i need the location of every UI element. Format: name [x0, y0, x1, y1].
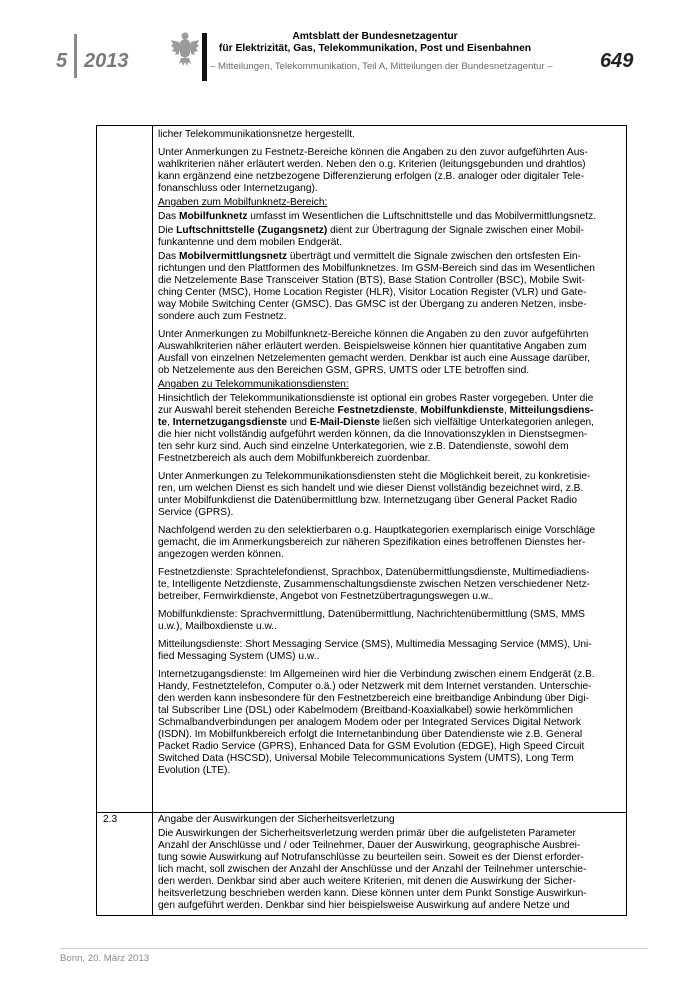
footer-date: Bonn, 20. März 2013 [60, 953, 150, 964]
header-bar [202, 33, 207, 81]
paragraph [158, 251, 623, 323]
text: , [503, 405, 510, 416]
text: und [287, 417, 310, 428]
paragraph: Unter Anmerkungen zu Mobilfunknetz-Bereiche können die Angaben zu den zuvor aufgeführten Auswahlkriterien näher erläutert werden. Beispielsweise können hier quantitative Angaben zum Ausfall von einzelnen Netzelementen gemacht werden. Denkbar ist auch eine Aussage darüber, ob Netzelemente aus den Bereichen GSM, GPRS, UMTS oder LTE betroffen sind. [158, 329, 591, 376]
term: Festnetzdienste [337, 405, 415, 416]
page-number: 649 [600, 50, 634, 72]
subheading-mobile: Angaben zum Mobilfunknetz-Bereich: [158, 197, 328, 208]
term: Internetzugangsdienste [172, 417, 288, 428]
text: Hinsichtlich der Telekommunikationsdienste ist optional ein grobes Raster vorgegeben. Unter die zur Auswahl bereit stehenden Bereiche [158, 393, 594, 416]
term: E-Mail-Dienste [309, 417, 380, 428]
text: umfasst im Wesentlichen die Luftschnittstelle und das Mobilvermittlungsnetz. [247, 211, 597, 222]
section-number: 2.3 [103, 814, 118, 825]
header-divider [74, 34, 77, 78]
paragraph: Unter Anmerkungen zu Festnetz-Bereiche können die Angaben zu den zuvor aufgeführten Aus- wahlkriterien näher erläutert werden. Neben den o.g. Kriterien (leitungsgebunden und drahtlos) kann ergänzend eine netzbezogene Differenzierung erfolgen (z.B. analoger oder digitaler Tele- fonanschluss oder Internetzugang). [158, 147, 588, 194]
text: überträgt und vermittelt die Signale zwischen den ortsfesten Ein- richtungen und den Plattformen des Mobilfunknetzes. Im GSM-Bereich sind das im Wesentlichen die Netzelemente Base Transceiver Station (BTS), Base Station Controller (BSC), Mobile Swit- ching Center (MSC), Home Location Register (HLR), Visitor Location Register (VLR) und Gate- way Mobile Switching Center (GMSC). Das GMSC ist der Übergang zu anderen Netzen, insbe- sondere auch zum Festnetz. [158, 251, 595, 322]
paragraph [158, 393, 623, 465]
text: Das [158, 211, 179, 222]
term: Mobilfunknetz [178, 211, 248, 222]
term: Mobilfunkdienste [420, 405, 504, 416]
title-line-1: Amtsblatt der Bundesnetzagentur [292, 31, 458, 42]
text: Die [158, 225, 177, 236]
paragraph [158, 225, 623, 249]
paragraph [158, 211, 623, 223]
section-cell-text [158, 814, 623, 914]
paragraph: Mobilfunkdienste: Sprachvermittlung, Datenübermittlung, Nachrichtenübermittlung (SMS, MMS u.w.), Mailboxdienste u.w.. [158, 609, 585, 632]
paragraph: licher Telekommunikationsnetze hergestellt. [158, 129, 355, 140]
table-row-divider [96, 812, 627, 813]
table-column-divider [152, 125, 153, 916]
section-paragraph: Die Auswirkungen der Sicherheitsverletzung werden primär über die aufgelisteten Parameter Anzahl der Anschlüsse und / oder Teilnehmer, Dauer der Auswirkung, geographische Ausbrei- tung sowie Auswirkung auf Notrufanschlüsse zu beurteilen sein. Soweit es der Dienst erforder- lich macht, soll zwischen der Anzahl der Anschlüsse und der Anzahl der Teilnehmer unterschie- den werden. Denkbar sind aber auch weitere Kriterien, mit denen die Auswirkung der Sicher- heitsverletzung beschrieben werden kann. Diese können unter dem Punkt Sonstige Auswirkun- gen aufgeführt werden. Denkbar sind hier beispielsweise Auswirkung auf andere Netze und [158, 828, 587, 911]
term: Mobilvermittlungsnetz [178, 251, 288, 262]
paragraph: Festnetzdienste: Sprachtelefondienst, Sprachbox, Datenübermittlungsdienste, Multimediadiens- te, Intelligente Netzdienste, Zusammenschaltungsdienste zwischen Netzen verschiedener Netz- betreiber, Fernwirkdienste, Angebot von Festnetzübertragungswegen u.w.. [158, 567, 591, 602]
text: Das [158, 251, 179, 262]
title-line-2: für Elektrizität, Gas, Telekommunikation, Post und Eisenbahnen [218, 43, 532, 54]
issue-number: 5 [56, 50, 68, 72]
paragraph: Internetzugangsdienste: Im Allgemeinen wird hier die Verbindung zwischen einem Endgerät (z.B. Handy, Festnetztelefon, Computer o.ä.) oder Netzwerk mit dem Internet verstanden. Unterschie- den werden kann insbesondere für den Festnetzbereich eine breitbandige Anbindung über Digi- tal Subscriber Line (DSL) oder Kabelmodem (Breitband-Koaxialkabel) sowie herkömmlichen Schmalbandverbindungen per analogem Modem oder per Integrated Services Digital Network (ISDN). Im Mobilfunkbereich erfolgt die Internetanbindung über Datendienste wie z.B. General Packet Radio Service (GPRS), Enhanced Data for GSM Evolution (EDGE), High Speed Circuit Switched Data (HSCSD), Universal Mobile Telecommunications System (UMTS), Long Term Evolution (LTE). [158, 669, 595, 776]
paragraph: Unter Anmerkungen zu Telekommunikationsdiensten steht die Möglichkeit bereit, zu konkretisie- ren, um welchen Dienst es sich handelt und wie dieser Dienst vollständig bezeichnet wird, z.B. unter Mobilfunkdienst die Datenübermittlung bzw. Internetzugang über General Packet Radio Service (GPRS). [158, 471, 591, 518]
section-heading: Angabe der Auswirkungen der Sicherheitsverletzung [158, 814, 395, 825]
paragraph: Mitteilungsdienste: Short Messaging Service (SMS), Multimedia Messaging Service (MMS), Uni- fied Messaging System (UMS) u.w.. [158, 639, 592, 662]
text: , [414, 405, 421, 416]
text: dient zur Übertragung der Signale zwischen einer Mobil- funkantenne und dem mobilen Endgerät. [158, 225, 584, 248]
publication-subtitle: – Mitteilungen, Telekommunikation, Teil A, Mitteilungen der Bundesnetzagentur – [210, 61, 553, 72]
text: ließen sich vielfältige Unterkategorien anlegen, die hier nicht vollständig aufgeführt werden können, da die Innovationszyklen in Dienstsegmen- ten sehr kurz sind. Auch sind einzelne Unterkategorien, wie z.B. Datendienste, sowohl dem Festnetzbereich als auch dem Mobilfunkbereich zuordenbar. [158, 417, 595, 464]
publication-title [210, 31, 540, 55]
paragraph: Nachfolgend werden zu den selektierbaren o.g. Hauptkategorien exemplarisch einige Vorschläge gemacht, die im Anmerkungsbereich zur näheren Spezifikation eines betroffenen Dienstes her- angezogen werden können. [158, 525, 596, 560]
term: Luftschnittstelle (Zugangsnetz) [176, 225, 328, 236]
footer-divider [60, 948, 648, 949]
term: Mitteilungsdiens- te [158, 405, 594, 428]
issue-year: 2013 [84, 50, 129, 72]
table-cell-text [158, 129, 623, 783]
text: , [167, 417, 173, 428]
federal-eagle-icon [170, 30, 200, 70]
subheading-tk-services: Angaben zu Telekommunikationsdiensten: [158, 379, 349, 390]
